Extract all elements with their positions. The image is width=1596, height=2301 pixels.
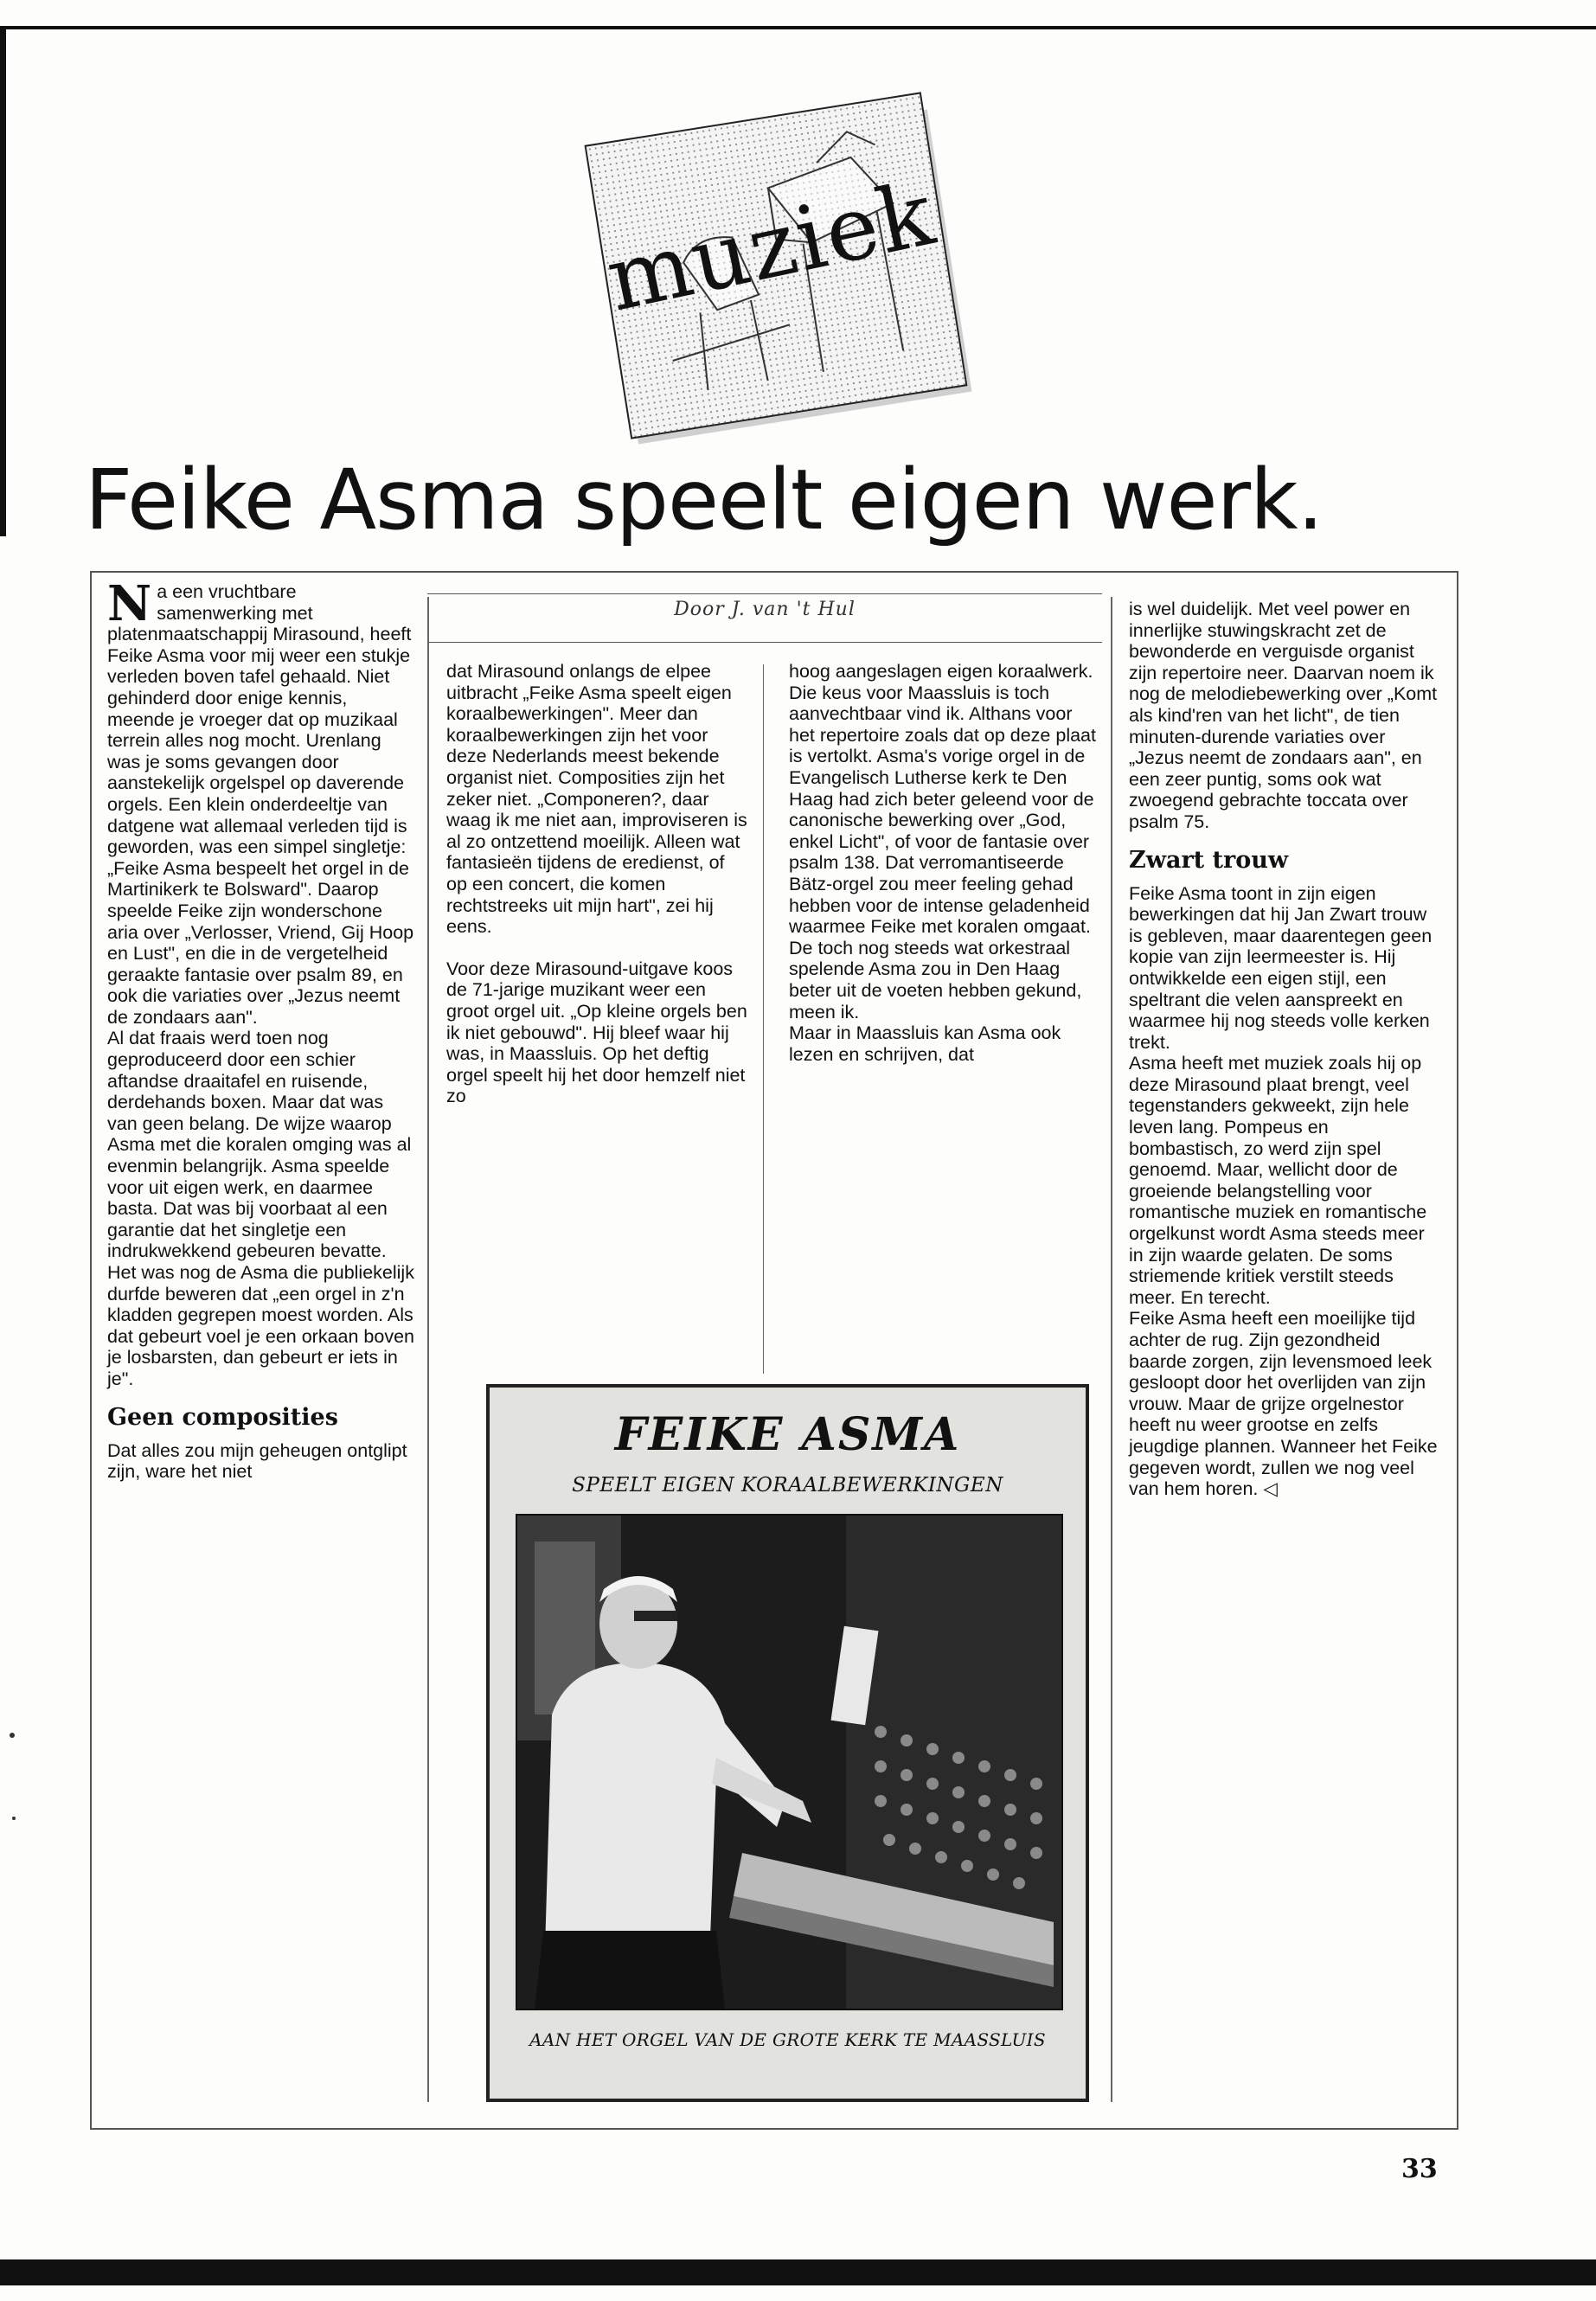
headline: Feike Asma speelt eigen werk. <box>85 452 1324 548</box>
col1-para3: Dat alles zou mijn geheugen ontglipt zijn, ware het niet <box>107 1439 407 1483</box>
col3-para2: Die keus voor Maassluis is toch aanvechtbaar vind ik. Althans voor het repertoire zoals dat op deze plaat is vertolkt. Asma's vorige orgel in de Evangelisch Lutherse kerk te Den Haag had zich beter geleend voor de canonische bewerking over „God, enkel Licht", of voor de fantasie over psalm 138. Dat verromantiseerde Bätz-orgel zou meer feeling gehad hebben voor de intense geladenheid waarmee Feike met koralen omgaat. De toch nog steeds wat orkestraal spelende Asma zou in Den Haag beter uit de voeten hebben gekund, meen ik. <box>789 682 1096 1022</box>
album-cover <box>486 1384 1089 2102</box>
left-edge-bar <box>0 26 6 536</box>
col1-para1-text: a een vruchtbare samenwerking met platenmaatschappij Mirasound, heeft Feike Asma voor mij weer een stukje verleden boven tafel gehaald. Niet gehinderd door enige kennis, meende je vroeger dat op muzikaal terrein alles nog mocht. Urenlang was je soms gevangen door aanstekelijk orgelspel op daverende orgels. Een klein onderdeeltje van datgene wat allemaal verleden tijd is geworden, was een simpel singletje: „Feike Asma bespeelt het orgel in de Martinikerk te Bolsward". Daarop speelde Feike zijn wonderschone aria over „Verlosser, Vriend, Gij Hoop en Lust", en die in de vergetelheid geraakte fantasie over psalm 89, en ook die variaties over „Jezus neemt de zondaars aan". <box>107 581 414 1028</box>
subhead-zwart-trouw: Zwart trouw <box>1129 846 1289 874</box>
bottom-edge-bar <box>0 2259 1596 2285</box>
col1-para2: Al dat fraais werd toen nog geproduceerd door een schier aftandse draaitafel en ruisende, derdehands boxen. Maar dat was van geen belang. De wijze waarop Asma met die koralen omging was al evenmin belangrijk. Asma speelde voor uit eigen werk, en daarmee basta. Dat was bij voorbaat al een garantie dat het singletje een indrukwekkend gebeuren bevatte. Het was nog de Asma die publiekelijk durfde beweren dat „een orgel in z'n kladden gegrepen moest worden. Als dat gebeurt voel je een orkaan boven je losbarsten, dan gebeurt er iets in je". <box>107 1028 415 1389</box>
section-artwork <box>571 74 977 454</box>
column-rule-1 <box>427 597 429 2102</box>
cover-subtitle: SPEELT EIGEN KORAALBEWERKINGEN <box>572 1474 1003 1497</box>
byline: Door J. van 't Hul <box>674 599 856 620</box>
dropcap: N <box>107 575 152 632</box>
column-1 <box>107 575 417 1483</box>
scan-mark <box>10 1733 15 1738</box>
column-4 <box>1129 599 1440 1500</box>
col4-para4: Feike Asma heeft een moeilijke tijd achter de rug. Zijn gezondheid baarde zorgen, zijn levensmoed leek gesloopt door het overlijden van zijn vrouw. Maar de grijze orgelnestor heeft nu weer grootse en zelfs jeugdige plannen. Wanneer het Feike gegeven wordt, zullen we nog veel van hem horen. ◁ <box>1129 1308 1438 1500</box>
byline-rule-top <box>427 593 1102 594</box>
column-rule-2 <box>763 664 764 1374</box>
organist-illustration <box>517 1516 1061 2009</box>
column-rule-3 <box>1111 597 1112 2102</box>
byline-rule-bottom <box>427 642 1102 643</box>
cover-title: FEIKE ASMA <box>614 1408 961 1461</box>
subhead-geen-composities: Geen composities <box>107 1403 338 1431</box>
col2-para1: dat Mirasound onlangs de elpee uitbracht „Feike Asma speelt eigen koraalbewerkingen". Meer dan koraalbewerkingen zijn het voor deze Nederlands meest bekende organist niet. Composities zijn het zeker niet. „Componeren?, daar waag ik me niet aan, improviseren is al zo ontzettend moeilijk. Alleen wat fantasieën tijdens de eredienst, of op een concert, die komen rechtstreeks uit mijn hart", zei hij eens. <box>446 661 747 938</box>
page-number: 33 <box>1401 2154 1438 2184</box>
col2-para2: Voor deze Mirasound-uitgave koos de 71-jarige muzikant weer een groot orgel uit. „Op kleine orgels ben ik niet gebouwd". Hij bleef waar hij was, in Maassluis. Op het deftig orgel speelt hij het door hemzelf niet zo <box>446 958 747 1107</box>
col3-para1: hoog aangeslagen eigen koraalwerk. <box>789 661 1093 682</box>
col4-para2: Feike Asma toont in zijn eigen bewerkingen dat hij Jan Zwart trouw is gebleven, maar daarentegen geen kopie van zijn leermeester is. Hij ontwikkelde een eigen stijl, een speltrant die velen aanspreekt en waarmee hij nog steeds volle kerken trekt. <box>1129 882 1433 1053</box>
section-label: muziek <box>598 162 945 332</box>
organist-photo <box>516 1514 1063 2010</box>
column-3 <box>789 661 1100 1065</box>
top-rule <box>0 26 1596 29</box>
col4-para1: is wel duidelijk. Met veel power en innerlijke stuwingskracht zet de bewonderde en verguisde organist zijn repertoire neer. Daarvan noem ik nog de melodiebewerking over „Komt als kind'ren van het licht", de tien minuten-durende variaties over „Jezus neemt de zondaars aan", en een zeer puntig, soms ook wat zwoegend gebrachte toccata over psalm 75. <box>1129 599 1438 832</box>
col4-para3: Asma heeft met muziek zoals hij op deze Mirasound plaat brengt, veel tegenstanders gekweekt, zijn hele leven lang. Pompeus en bombastisch, zo werd zijn spel genoemd. Maar, wellicht door de groeiende belangstelling voor romantische muziek en romantische orgelkunst wordt Asma steeds meer in zijn waarde gelaten. De soms striemende kritiek verstilt steeds meer. En terecht. <box>1129 1053 1427 1308</box>
scan-mark <box>12 1817 16 1820</box>
cover-bottom-caption: AAN HET ORGEL VAN DE GROTE KERK TE MAASSLUIS <box>529 2029 1046 2050</box>
column-2 <box>446 661 749 1107</box>
col3-para3: Maar in Maassluis kan Asma ook lezen en schrijven, dat <box>789 1022 1061 1065</box>
col1-para1 <box>107 575 417 1028</box>
